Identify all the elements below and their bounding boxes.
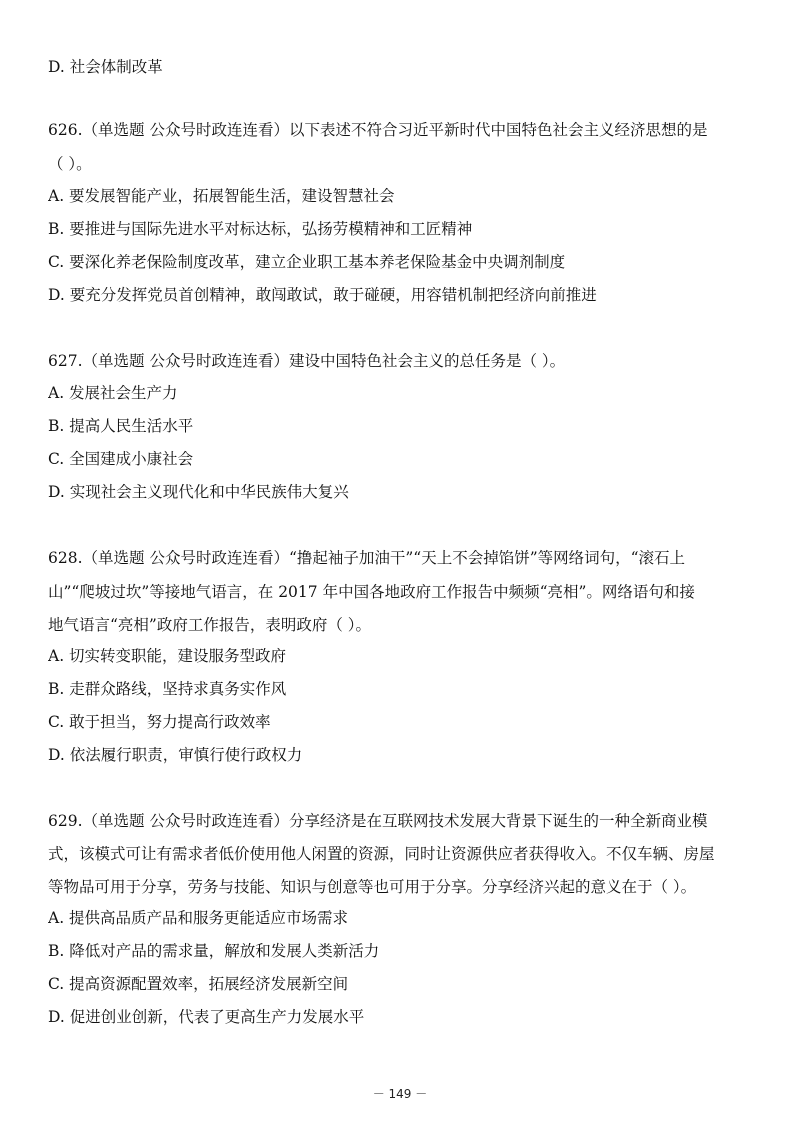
question-627-option-d: D. 实现社会主义现代化和中华民族伟大复兴: [48, 483, 349, 501]
question-626-stem-line-1: 626.（单选题 公众号时政连连看）以下表述不符合习近平新时代中国特色社会主义经济思想的是: [48, 121, 708, 139]
question-628-stem-line-3: 地气语言“亮相”政府工作报告，表明政府（ ）。: [48, 616, 372, 634]
question-629-stem-line-3: 等物品可用于分享，劳务与技能、知识与创意等也可用于分享。分享经济兴起的意义在于（ ）。: [48, 878, 697, 896]
question-626-option-c: C. 要深化养老保险制度改革，建立企业职工基本养老保险基金中央调剂制度: [48, 253, 566, 271]
question-626-stem-line-2: （ ）。: [48, 155, 92, 173]
page-number: － 149 －: [372, 1087, 428, 1101]
question-627-option-c: C. 全国建成小康社会: [48, 450, 194, 468]
question-628-option-c: C. 敢于担当，努力提高行政效率: [48, 713, 271, 731]
question-626-option-b: B. 要推进与国际先进水平对标达标，弘扬劳模精神和工匠精神: [48, 220, 473, 238]
question-627-option-a: A. 发展社会生产力: [48, 384, 178, 402]
question-627-option-b: B. 提高人民生活水平: [48, 417, 194, 435]
question-628-stem-line-2: 山”“爬坡过坎”等接地气语言，在 2017 年中国各地政府工作报告中频频“亮相”。网络语句和接: [48, 583, 695, 601]
question-628-stem-line-1: 628.（单选题 公众号时政连连看）“撸起袖子加油干”“天上不会掉馅饼”等网络词句，“滚石上: [48, 549, 686, 567]
question-629-option-a: A. 提供高品质产品和服务更能适应市场需求: [48, 909, 349, 927]
question-626-option-a: A. 要发展智能产业，拓展智能生活，建设智慧社会: [48, 187, 395, 205]
question-629-option-b: B. 降低对产品的需求量，解放和发展人类新活力: [48, 942, 380, 960]
question-629-stem-line-1: 629.（单选题 公众号时政连连看）分享经济是在互联网技术发展大背景下诞生的一种全新商业模: [48, 812, 708, 830]
question-629-option-d: D. 促进创业创新，代表了更高生产力发展水平: [48, 1008, 365, 1026]
question-628-option-a: A. 切实转变职能，建设服务型政府: [48, 647, 287, 665]
question-629-option-c: C. 提高资源配置效率，拓展经济发展新空间: [48, 975, 349, 993]
question-629-stem-line-2: 式，该模式可让有需求者低价使用他人闲置的资源，同时让资源供应者获得收入。不仅车辆、房屋: [48, 845, 715, 863]
question-628-option-d: D. 依法履行职责，审慎行使行政权力: [48, 746, 303, 764]
question-626-option-d: D. 要充分发挥党员首创精神，敢闯敢试，敢于碰硬，用容错机制把经济向前推进: [48, 286, 597, 304]
question-628-option-b: B. 走群众路线，坚持求真务实作风: [48, 680, 287, 698]
question-627-stem-line-1: 627.（单选题 公众号时政连连看）建设中国特色社会主义的总任务是（ ）。: [48, 352, 566, 370]
previous-question-option-d: D. 社会体制改革: [48, 58, 163, 76]
